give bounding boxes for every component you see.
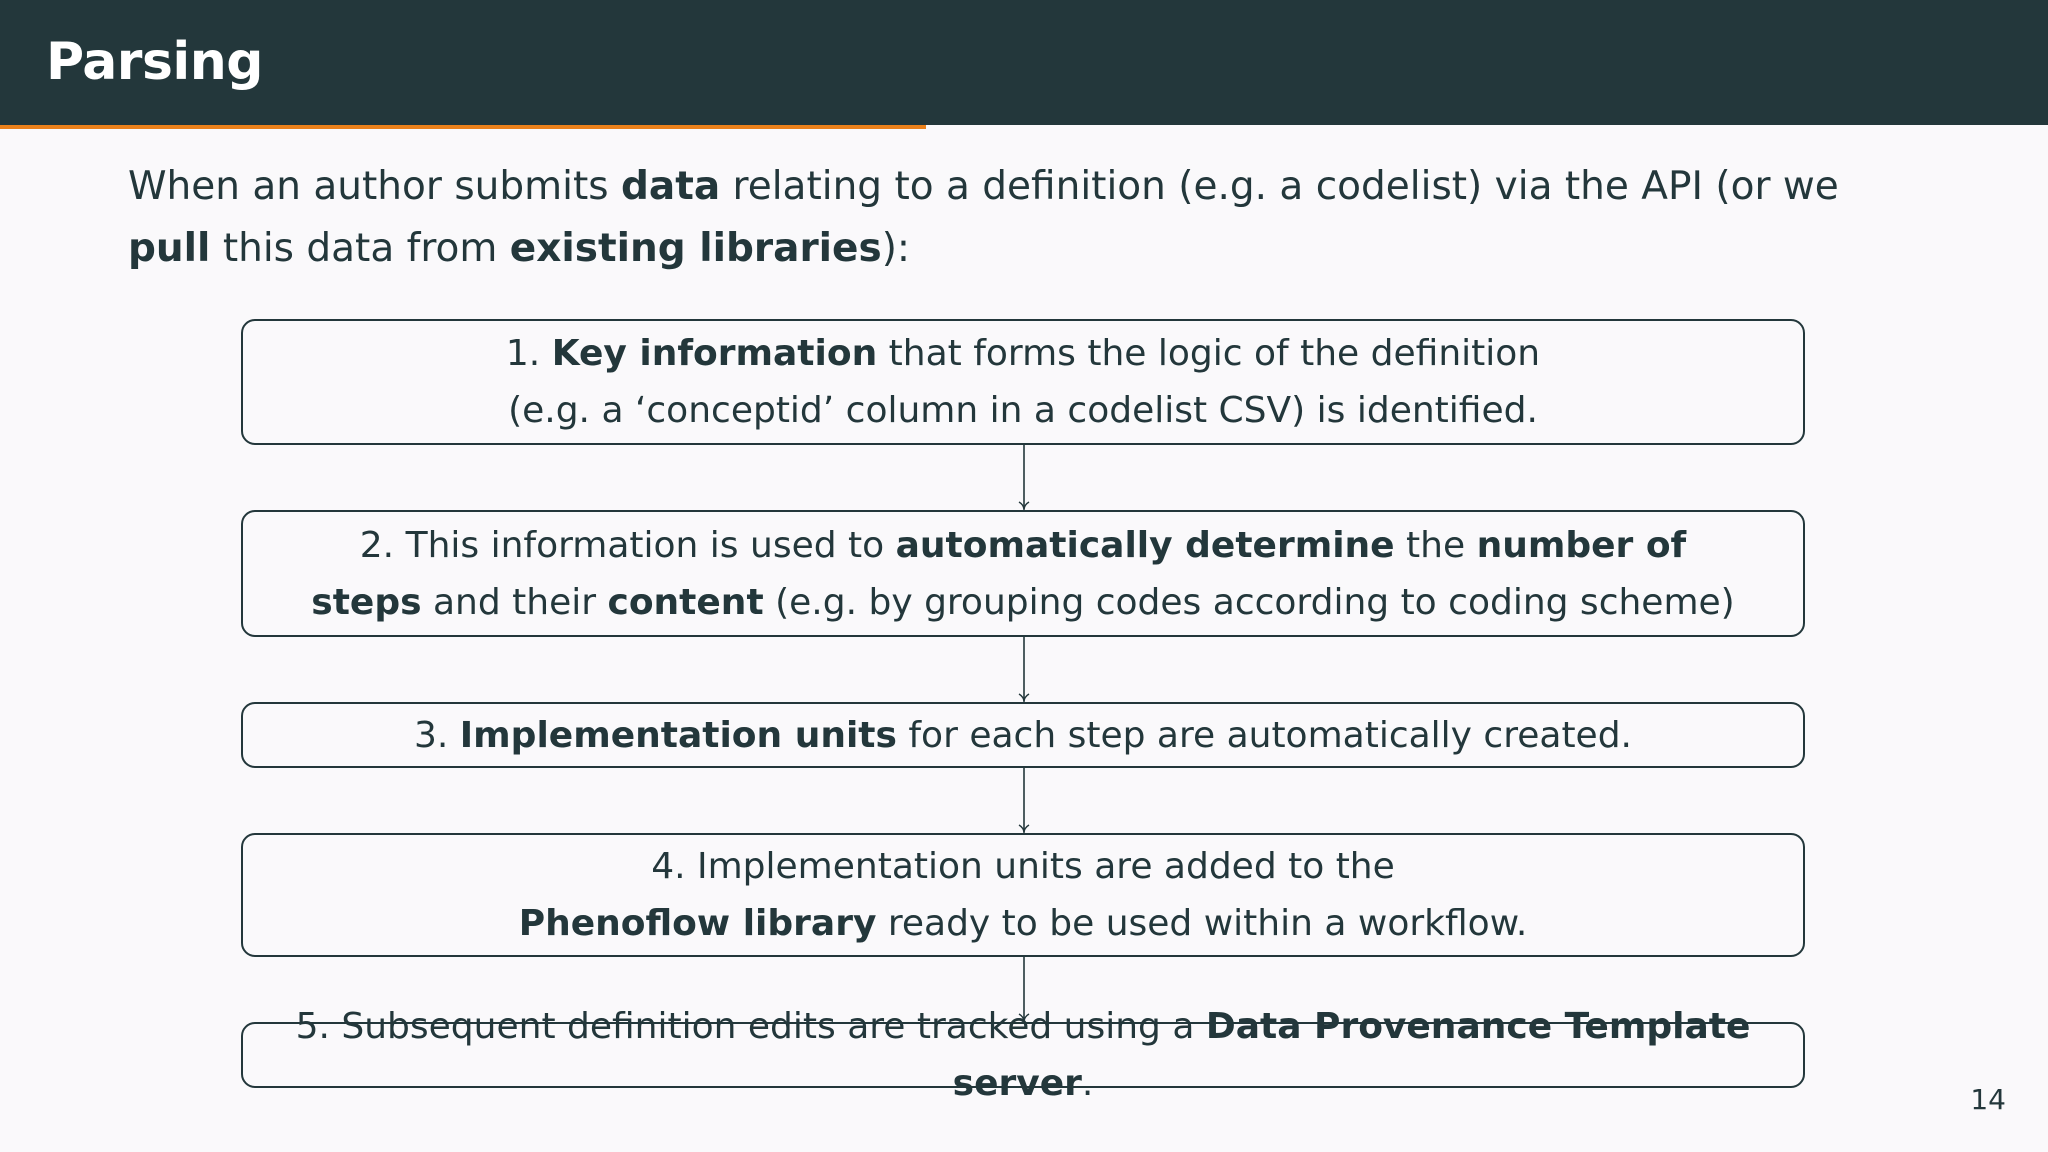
step-bold-text: Key information: [551, 333, 878, 374]
flow-step-2-text: [311, 517, 1734, 631]
title-bar: [0, 0, 2048, 125]
flow-step-3-text: [414, 707, 1632, 764]
flow-step-2-line-2: [311, 574, 1734, 631]
intro-bold-data: data: [620, 164, 721, 209]
flow-step-2: [241, 510, 1805, 637]
step-bold-text: Data Provenance Template server: [952, 1006, 1751, 1104]
step-bold-text: Phenoflow library: [518, 903, 877, 944]
step-bold-text: Implementation units: [459, 714, 897, 756]
step-text: (e.g. a ‘conceptid’ column in a codelist CSV) is identified.: [508, 390, 1538, 431]
flow-step-4: [241, 833, 1805, 957]
flow-step-3: [241, 702, 1805, 768]
flow-step-4-line-2: [519, 895, 1528, 952]
intro-bold-existing-libraries: existing libraries: [509, 226, 882, 271]
step-bold-text: steps: [311, 581, 422, 623]
intro-bold-pull: pull: [128, 226, 211, 271]
step-bold-text: automatically determine: [895, 524, 1395, 566]
flow-arrow-3-4: [1018, 768, 1030, 834]
step-text: for each step are automatically created.: [896, 714, 1633, 756]
flow-step-1: [241, 319, 1805, 445]
flow-step-2-line-1: [311, 517, 1734, 574]
step-text: 1.: [505, 333, 552, 374]
slide-title: Parsing: [46, 32, 263, 92]
page-number: 14: [1970, 1083, 2006, 1116]
step-text: that forms the logic of the definition: [877, 333, 1541, 374]
step-text: 2. This information is used to: [359, 524, 896, 566]
flow-step-5: [241, 1006, 1805, 1104]
step-text: .: [1081, 1063, 1094, 1104]
flow-step-5-line-1: [263, 998, 1783, 1112]
intro-text: relating to a definition (e.g. a codelist) via the API (or we: [720, 164, 1839, 209]
flow-step-4-line-1: [519, 838, 1528, 895]
flow-step-3-line-1: [414, 707, 1632, 764]
intro-text: ):: [881, 226, 911, 271]
flow-step-5-text: [263, 998, 1783, 1112]
flow-step-1-text: [506, 325, 1540, 439]
intro-text: this data from: [210, 226, 510, 271]
intro-text: When an author submits: [128, 164, 621, 209]
step-bold-text: number of: [1476, 524, 1687, 566]
progress-bar: [0, 125, 926, 129]
step-text: the: [1394, 524, 1477, 566]
step-text: 3.: [413, 714, 460, 756]
step-text: and their: [421, 581, 608, 623]
flow-step-1-line-1: [506, 325, 1540, 382]
step-bold-text: content: [607, 581, 764, 623]
step-text: (e.g. by grouping codes according to coding scheme): [763, 581, 1735, 623]
intro-paragraph: [128, 156, 1928, 280]
flow-step-4-text: [519, 838, 1528, 952]
flow-arrow-1-2: [1018, 445, 1030, 511]
step-text: ready to be used within a workflow.: [876, 903, 1528, 944]
step-text: 4. Implementation units are added to the: [651, 846, 1395, 887]
flow-step-1-line-2: [506, 382, 1540, 439]
flow-arrow-2-3: [1018, 637, 1030, 703]
step-text: 5. Subsequent definition edits are tracked using a: [295, 1006, 1206, 1047]
